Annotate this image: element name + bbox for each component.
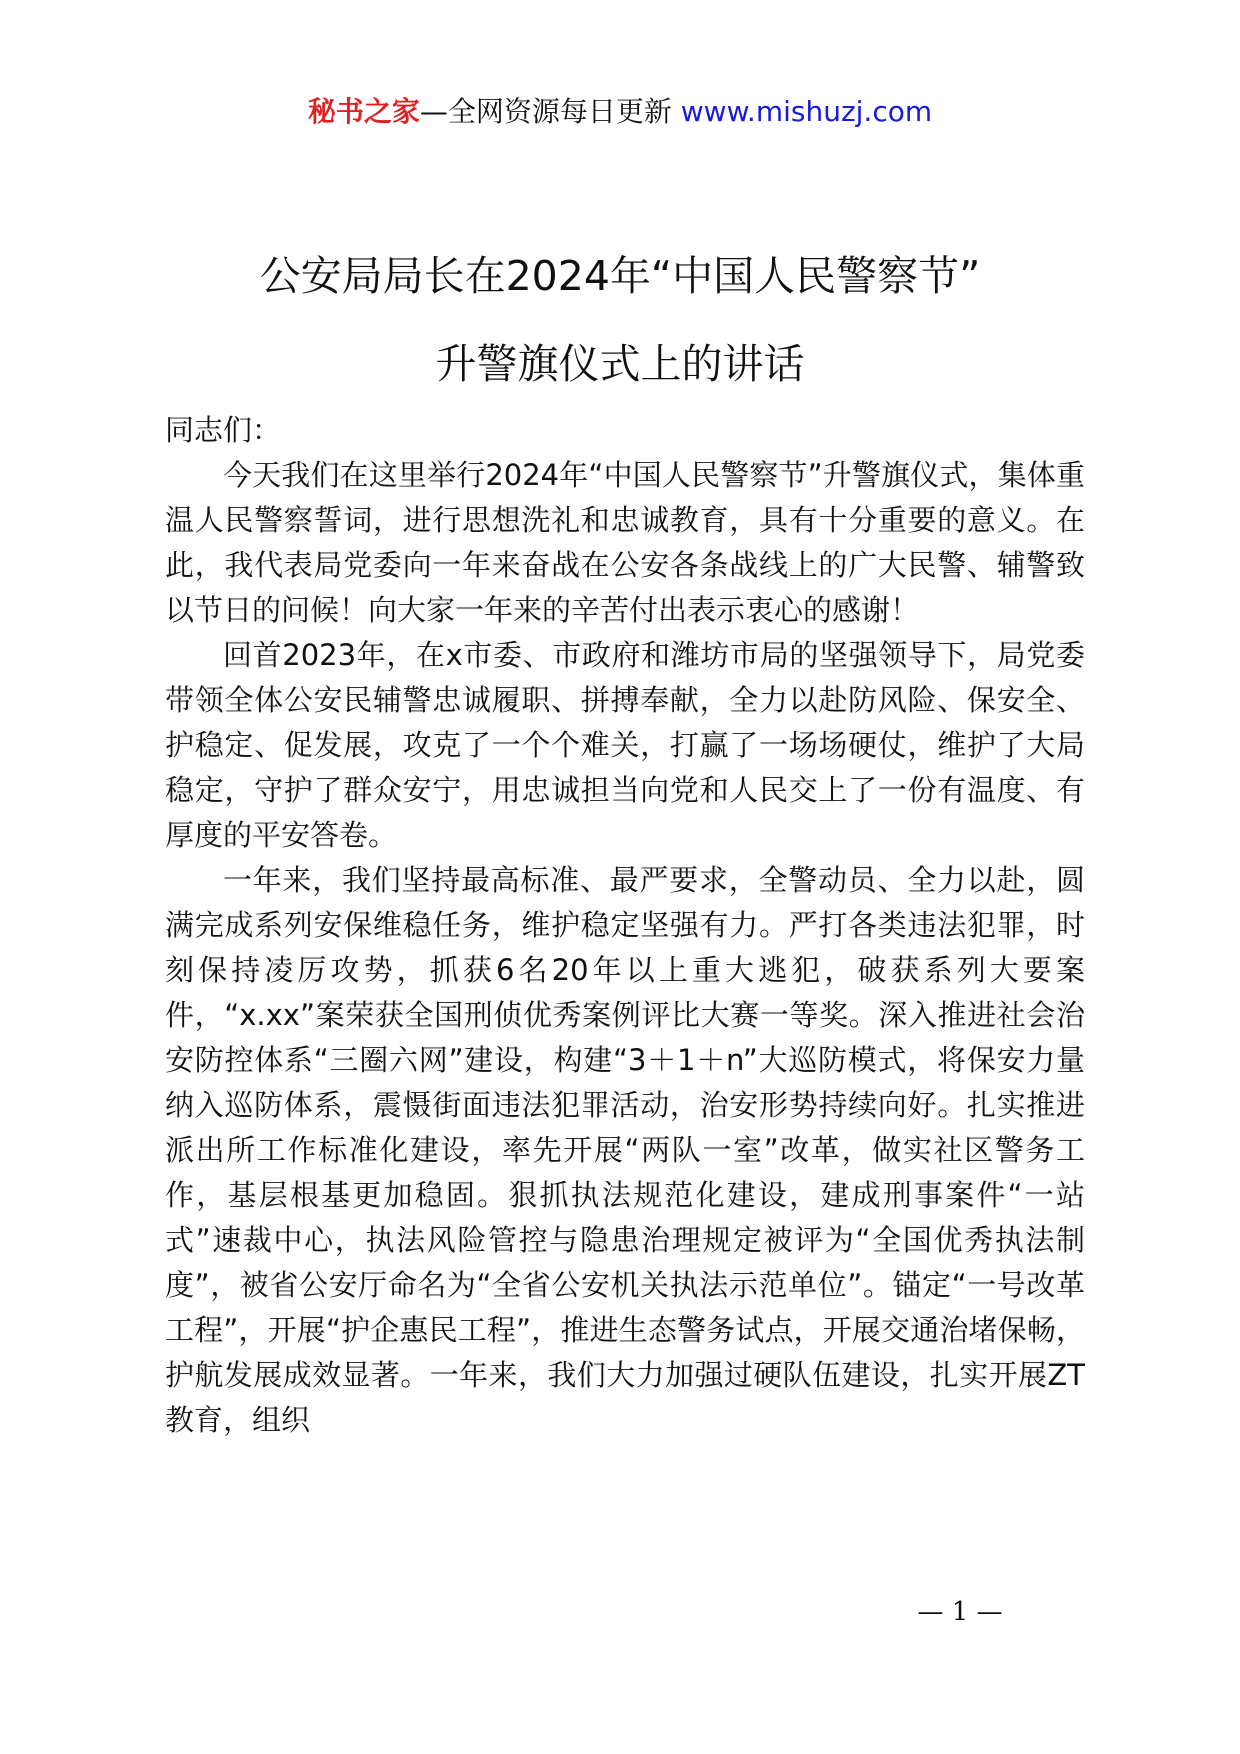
document-title-line-1: 公安局局长在2024年“中国人民警察节” <box>259 252 981 300</box>
document-body <box>165 408 1085 1443</box>
site-url-link[interactable]: www.mishuzj.com <box>680 95 933 128</box>
document-title-line-2: 升警旗仪式上的讲话 <box>435 340 805 388</box>
brand-name: 秘书之家 <box>307 95 420 128</box>
header-slogan: —全网资源每日更新 <box>419 95 681 128</box>
body-paragraph-2: 回首2023年，在x市委、市政府和潍坊市局的坚强领导下，局党委带领全体公安民辅警忠诚履职、拼搏奉献，全力以赴防风险、保安全、护稳定、促发展，攻克了一个个难关，打赢了一场场硬仗，维护了大局稳定，守护了群众安宁，用忠诚担当向党和人民交上了一份有温度、有厚度的平安答卷。 <box>165 638 1085 852</box>
body-paragraph-3: 一年来，我们坚持最高标准、最严要求，全警动员、全力以赴，圆满完成系列安保维稳任务，维护稳定坚强有力。严打各类违法犯罪，时刻保持凌厉攻势，抓获6名20年以上重大逃犯，破获系列大要案件，“x.xx”案荣获全国刑侦优秀案例评比大赛一等奖。深入推进社会治安防控体系“三圈六网”建设，构建“3＋1＋n”大巡防模式，将保安力量纳入巡防体系，震慑街面违法犯罪活动，治安形势持续向好。扎实推进派出所工作标准化建设，率先开展“两队一室”改革，做实社区警务工作，基层根基更加稳固。狠抓执法规范化建设，建成刑事案件“一站式”速裁中心，执法风险管控与隐患治理规定被评为“全国优秀执法制度”，被省公安厅命名为“全省公安机关执法示范单位”。锚定“一号改革工程”，开展“护企惠民工程”，推进生态警务试点，开展交通治堵保畅，护航发展成效显著。一年来，我们大力加强过硬队伍建设，扎实开展ZT教育，组织 <box>165 863 1085 1437</box>
body-paragraph-1: 今天我们在这里举行2024年“中国人民警察节”升警旗仪式，集体重温人民警察誓词，进行思想洗礼和忠诚教育，具有十分重要的意义。在此，我代表局党委向一年来奋战在公安各条战线上的广大民警、辅警致以节日的问候！向大家一年来的辛苦付出表示衷心的感谢！ <box>165 458 1085 627</box>
site-header <box>0 92 1240 132</box>
page-number: — 1 — <box>917 1597 1003 1627</box>
salutation: 同志们： <box>165 413 282 447</box>
